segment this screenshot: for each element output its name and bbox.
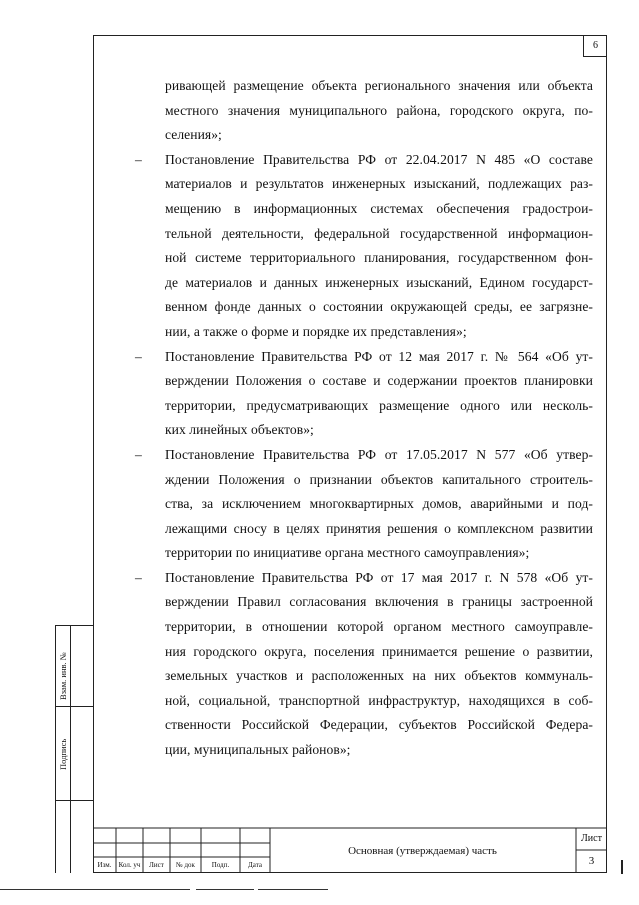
list-item-line: территории, предусматривающих размещение одного или несколь- bbox=[165, 397, 593, 413]
list-item-line: венном фонде данных о состоянии окружающей среды, ее загрязне- bbox=[165, 299, 593, 315]
list-item-line: тельной деятельности, федеральной государственной информацион- bbox=[165, 225, 593, 241]
list-dash: – bbox=[135, 348, 142, 364]
list-item-text: Постановление Правительства РФ от 12 мая 2017 г. № 564 «Об ут- bbox=[165, 348, 593, 364]
sheet-number: 3 bbox=[588, 855, 595, 867]
list-item-line: земельных участков и расположенных на них объектов коммуналь- bbox=[165, 668, 593, 684]
list-item-line: ственности Российской Федерации, субъектов Российской Федера- bbox=[165, 717, 593, 733]
side-strip-rule bbox=[55, 800, 93, 801]
list-item-text: Постановление Правительства РФ от 17 мая 2017 г. N 578 «Об ут- bbox=[165, 569, 593, 585]
stamp-col-n-dok: № док bbox=[176, 861, 195, 869]
stamp-col-podp: Подп. bbox=[211, 861, 230, 869]
list-item-line: территории, в отношении которой органом местного самоуправле- bbox=[165, 619, 593, 635]
document-body bbox=[131, 74, 593, 763]
list-item-line: нии, а также о форме и порядке их представления»; bbox=[165, 323, 467, 339]
stamp-col-kol-uch: Кол. уч bbox=[118, 861, 141, 869]
sheet-label: Лист bbox=[581, 833, 602, 844]
list-item-line: ства, за исключением многоквартирных домов, аварийными и под- bbox=[165, 496, 593, 512]
list-item-line bbox=[131, 443, 593, 468]
list-item-line: ния городского округа, поселения принимается решение о развитии, bbox=[165, 643, 593, 659]
scan-edge-line bbox=[258, 889, 328, 890]
podpis-label: Подпись bbox=[58, 738, 68, 770]
list-dash: – bbox=[135, 151, 142, 167]
scan-edge-line bbox=[0, 889, 190, 890]
list-item-line: территории по инициативе органа местного самоуправления»; bbox=[165, 545, 530, 561]
corner-page-number: 6 bbox=[583, 35, 607, 57]
continuation-line: местного значения муниципального района, городского округа, по- bbox=[165, 102, 593, 118]
edge-mark bbox=[621, 860, 623, 874]
list-item-line: верждении Положения о составе и содержании проектов планировки bbox=[165, 373, 593, 389]
list-item-line: ной, социальной, транспортной инфраструктур, находящихся в соб- bbox=[165, 692, 593, 708]
list-item-line: де материалов и данных инженерных изысканий, Едином государст- bbox=[165, 274, 593, 290]
scan-edge-line bbox=[196, 889, 254, 890]
stamp-col-data: Дата bbox=[248, 861, 262, 869]
list-item-line: лежащими сносу в целях принятия решения о комплексном развитии bbox=[165, 520, 593, 536]
stamp-col-izm: Изм. bbox=[97, 861, 112, 869]
list-item-text: Постановление Правительства РФ от 22.04.2017 N 485 «О составе bbox=[165, 151, 593, 167]
list-item-line: верждении Правил согласования включения в границы застроенной bbox=[165, 594, 593, 610]
list-item-line: мещению в информационных системах обеспечения градострои- bbox=[165, 200, 593, 216]
list-item-line bbox=[131, 566, 593, 591]
list-item-line bbox=[131, 345, 593, 370]
side-strip-divider bbox=[70, 625, 71, 873]
list-item-line: ции, муниципальных районов»; bbox=[165, 742, 351, 758]
list-item-line bbox=[131, 148, 593, 173]
stamp-col-list: Лист bbox=[149, 861, 164, 869]
side-strip-rule bbox=[55, 706, 93, 707]
list-item-line: ждении Положения о признании объектов капитального строитель- bbox=[165, 471, 593, 487]
list-dash: – bbox=[135, 569, 142, 585]
list-item-line: ной системе территориального планирования, государственном фон- bbox=[165, 250, 593, 266]
list-item-line: ких линейных объектов»; bbox=[165, 422, 314, 438]
stamp-title: Основная (утверждаемая) часть bbox=[348, 845, 497, 857]
list-item-text: Постановление Правительства РФ от 17.05.2017 N 577 «Об утвер- bbox=[165, 446, 593, 462]
continuation-line: ривающей размещение объекта регионального значения или объекта bbox=[165, 78, 593, 93]
list-dash: – bbox=[135, 446, 142, 462]
list-item-line: материалов и результатов инженерных изысканий, подлежащих раз- bbox=[165, 176, 593, 192]
continuation-line: селения»; bbox=[165, 127, 222, 143]
vzam-inv-label: Взам. инв. № bbox=[58, 652, 68, 700]
